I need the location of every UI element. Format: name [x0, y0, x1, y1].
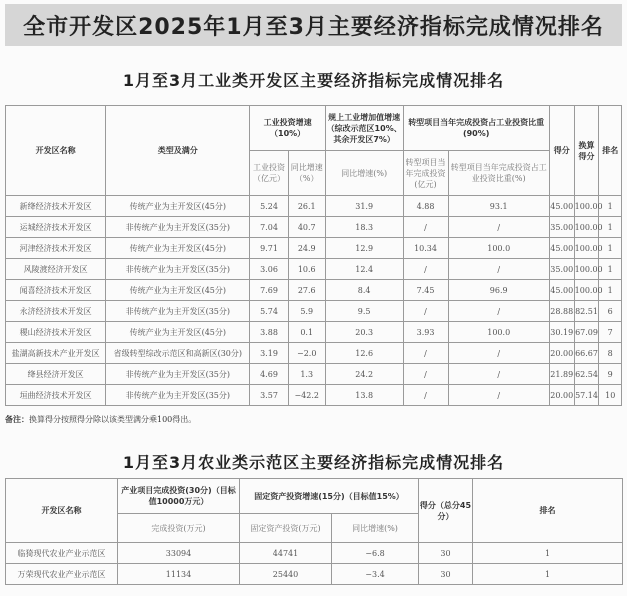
- table-cell: 20.3: [325, 322, 403, 343]
- table-cell: 非传统产业为主开发区(35分): [106, 217, 250, 238]
- table-cell: 垣曲经济技术开发区: [6, 385, 106, 406]
- table-cell: −6.8: [332, 543, 419, 564]
- table-row: [6, 343, 622, 364]
- table-cell: −3.4: [332, 564, 419, 585]
- table-cell: 传统产业为主开发区(45分): [106, 196, 250, 217]
- table-cell: 11134: [118, 564, 240, 585]
- table-cell: 1: [599, 259, 622, 280]
- col-invest: 工业投资（亿元）: [250, 151, 288, 196]
- table-row: [6, 385, 622, 406]
- table-cell: 5.9: [288, 301, 325, 322]
- col-yoy-invest: 同比增速（%）: [288, 151, 325, 196]
- table-cell: /: [403, 385, 448, 406]
- table-cell: 100.0: [448, 238, 549, 259]
- table-cell: 28.88: [549, 301, 574, 322]
- table-cell: 44741: [240, 543, 332, 564]
- table-cell: 10: [599, 385, 622, 406]
- main-title: 全市开发区2025年1月至3月主要经济指标完成情况排名: [5, 4, 622, 46]
- table-cell: 风陵渡经济开发区: [6, 259, 106, 280]
- table-cell: 传统产业为主开发区(45分): [106, 238, 250, 259]
- table-cell: /: [403, 217, 448, 238]
- table-cell: 河津经济技术开发区: [6, 238, 106, 259]
- table-cell: 35.00: [549, 259, 574, 280]
- agricultural-ranking-table: [5, 478, 623, 585]
- table-cell: 盐湖高新技术产业开发区: [6, 343, 106, 364]
- table-cell: 永济经济技术开发区: [6, 301, 106, 322]
- agricultural-table-title: 1月至3月农业类示范区主要经济指标完成情况排名: [122, 453, 505, 472]
- table-row: [6, 364, 622, 385]
- col-rank: 排名: [599, 106, 622, 196]
- industrial-table-title: 1月至3月工业类开发区主要经济指标完成情况排名: [122, 71, 505, 90]
- table-cell: 9: [599, 364, 622, 385]
- table-cell: 10.34: [403, 238, 448, 259]
- table-cell: /: [448, 343, 549, 364]
- table-cell: 30: [419, 564, 473, 585]
- table-cell: 18.3: [325, 217, 403, 238]
- col-yoy-value: 同比增速(%): [325, 151, 403, 196]
- table-cell: 45.00: [549, 280, 574, 301]
- table-cell: 30.19: [549, 322, 574, 343]
- table-cell: 8.4: [325, 280, 403, 301]
- table-cell: 82.51: [574, 301, 599, 322]
- table-cell: /: [448, 259, 549, 280]
- table-cell: 45.00: [549, 238, 574, 259]
- table-cell: 非传统产业为主开发区(35分): [106, 301, 250, 322]
- col-done: 完成投资(万元): [118, 514, 240, 543]
- table-cell: 3.57: [250, 385, 288, 406]
- table-cell: 100.00: [574, 217, 599, 238]
- table-cell: 20.00: [549, 343, 574, 364]
- table-cell: 绛县经济开发区: [6, 364, 106, 385]
- col-value-added: 规上工业增加值增速（综改示范区10%、其余开发区7%）: [325, 106, 403, 151]
- table-cell: 96.9: [448, 280, 549, 301]
- table-cell: 1: [473, 564, 623, 585]
- table-cell: 7: [599, 322, 622, 343]
- table-cell: 1: [473, 543, 623, 564]
- table-cell: 20.00: [549, 385, 574, 406]
- table-cell: 66.67: [574, 343, 599, 364]
- col-transform-ratio: 转型项目当年完成投资占工业投资比重(%): [448, 151, 549, 196]
- table-row: [6, 259, 622, 280]
- table-row: [6, 196, 622, 217]
- table-cell: 12.6: [325, 343, 403, 364]
- table-cell: 传统产业为主开发区(45分): [106, 322, 250, 343]
- table-cell: 21.89: [549, 364, 574, 385]
- table-cell: 30: [419, 543, 473, 564]
- table-cell: 12.9: [325, 238, 403, 259]
- col-fixed: 固定资产投资增速(15分)（目标值15%）: [240, 479, 419, 514]
- table-cell: /: [403, 301, 448, 322]
- table-cell: /: [403, 343, 448, 364]
- table-cell: 9.5: [325, 301, 403, 322]
- table-row: [6, 280, 622, 301]
- table-row: [6, 301, 622, 322]
- table-row: [6, 217, 622, 238]
- table-cell: 10.6: [288, 259, 325, 280]
- table-cell: 45.00: [549, 196, 574, 217]
- col-score: 得分（总分45分）: [419, 479, 473, 543]
- table-cell: 4.69: [250, 364, 288, 385]
- table-cell: 非传统产业为主开发区(35分): [106, 385, 250, 406]
- table-cell: 100.00: [574, 238, 599, 259]
- table-cell: 24.9: [288, 238, 325, 259]
- table-cell: 100.00: [574, 280, 599, 301]
- table-cell: /: [448, 385, 549, 406]
- col-project: 产业项目完成投资(30分)（目标值10000万元）: [118, 479, 240, 514]
- table-cell: 100.0: [448, 322, 549, 343]
- table-cell: 临猗现代农业产业示范区: [6, 543, 118, 564]
- table-cell: 非传统产业为主开发区(35分): [106, 364, 250, 385]
- col-fixed-invest: 固定资产投资(万元): [240, 514, 332, 543]
- table-cell: 62.54: [574, 364, 599, 385]
- table-cell: 6: [599, 301, 622, 322]
- col-transform: 转型项目当年完成投资占工业投资比重(90%): [403, 106, 549, 151]
- table-cell: 7.45: [403, 280, 448, 301]
- table-cell: 3.88: [250, 322, 288, 343]
- table-cell: 稷山经济技术开发区: [6, 322, 106, 343]
- table-cell: 24.2: [325, 364, 403, 385]
- table-cell: 万荣现代农业产业示范区: [6, 564, 118, 585]
- col-type: 类型及满分: [106, 106, 250, 196]
- col-score: 得分: [549, 106, 574, 196]
- table-cell: 省级转型综改示范区和高新区(30分): [106, 343, 250, 364]
- table-cell: 67.09: [574, 322, 599, 343]
- footnote: [5, 414, 196, 425]
- table-cell: /: [448, 364, 549, 385]
- table-cell: 0.1: [288, 322, 325, 343]
- col-name: 开发区名称: [6, 479, 118, 543]
- table-cell: 27.6: [288, 280, 325, 301]
- table-row: [6, 543, 623, 564]
- table-cell: /: [448, 217, 549, 238]
- table-cell: 7.69: [250, 280, 288, 301]
- table-cell: 3.19: [250, 343, 288, 364]
- table-cell: 9.71: [250, 238, 288, 259]
- table-cell: 3.06: [250, 259, 288, 280]
- table-cell: 5.74: [250, 301, 288, 322]
- table-cell: 非传统产业为主开发区(35分): [106, 259, 250, 280]
- table-cell: /: [448, 301, 549, 322]
- table-row: [6, 322, 622, 343]
- table-cell: 1: [599, 217, 622, 238]
- table-cell: 1: [599, 238, 622, 259]
- table-cell: 4.88: [403, 196, 448, 217]
- table-cell: −2.0: [288, 343, 325, 364]
- col-invest-growth: 工业投资增速（10%）: [250, 106, 325, 151]
- table-cell: 25440: [240, 564, 332, 585]
- table-cell: 1.3: [288, 364, 325, 385]
- table-cell: 26.1: [288, 196, 325, 217]
- table-cell: 运城经济技术开发区: [6, 217, 106, 238]
- table-cell: 12.4: [325, 259, 403, 280]
- table-row: [6, 564, 623, 585]
- table-cell: 57.14: [574, 385, 599, 406]
- table-cell: 100.00: [574, 196, 599, 217]
- footnote-text: 换算得分按照得分除以该类型满分乘100得出。: [29, 415, 197, 424]
- table-cell: 传统产业为主开发区(45分): [106, 280, 250, 301]
- table-cell: 13.8: [325, 385, 403, 406]
- industrial-ranking-table: [5, 105, 622, 406]
- col-name: 开发区名称: [6, 106, 106, 196]
- table-cell: −42.2: [288, 385, 325, 406]
- table-cell: 33094: [118, 543, 240, 564]
- table-cell: 5.24: [250, 196, 288, 217]
- table-row: [6, 238, 622, 259]
- col-transform-invest: 转型项目当年完成投资(亿元): [403, 151, 448, 196]
- table-cell: 40.7: [288, 217, 325, 238]
- table-cell: /: [403, 259, 448, 280]
- table-cell: 新绛经济技术开发区: [6, 196, 106, 217]
- table-cell: 31.9: [325, 196, 403, 217]
- table-cell: 35.00: [549, 217, 574, 238]
- table-cell: 1: [599, 196, 622, 217]
- col-yoy: 同比增速(%): [332, 514, 419, 543]
- table-cell: 8: [599, 343, 622, 364]
- table-cell: /: [403, 364, 448, 385]
- table-cell: 闻喜经济技术开发区: [6, 280, 106, 301]
- table-cell: 1: [599, 280, 622, 301]
- table-cell: 93.1: [448, 196, 549, 217]
- footnote-label: 备注：: [5, 415, 29, 424]
- col-rank: 排名: [473, 479, 623, 543]
- table-cell: 7.04: [250, 217, 288, 238]
- table-cell: 3.93: [403, 322, 448, 343]
- col-converted: 换算得分: [574, 106, 599, 196]
- table-cell: 100.00: [574, 259, 599, 280]
